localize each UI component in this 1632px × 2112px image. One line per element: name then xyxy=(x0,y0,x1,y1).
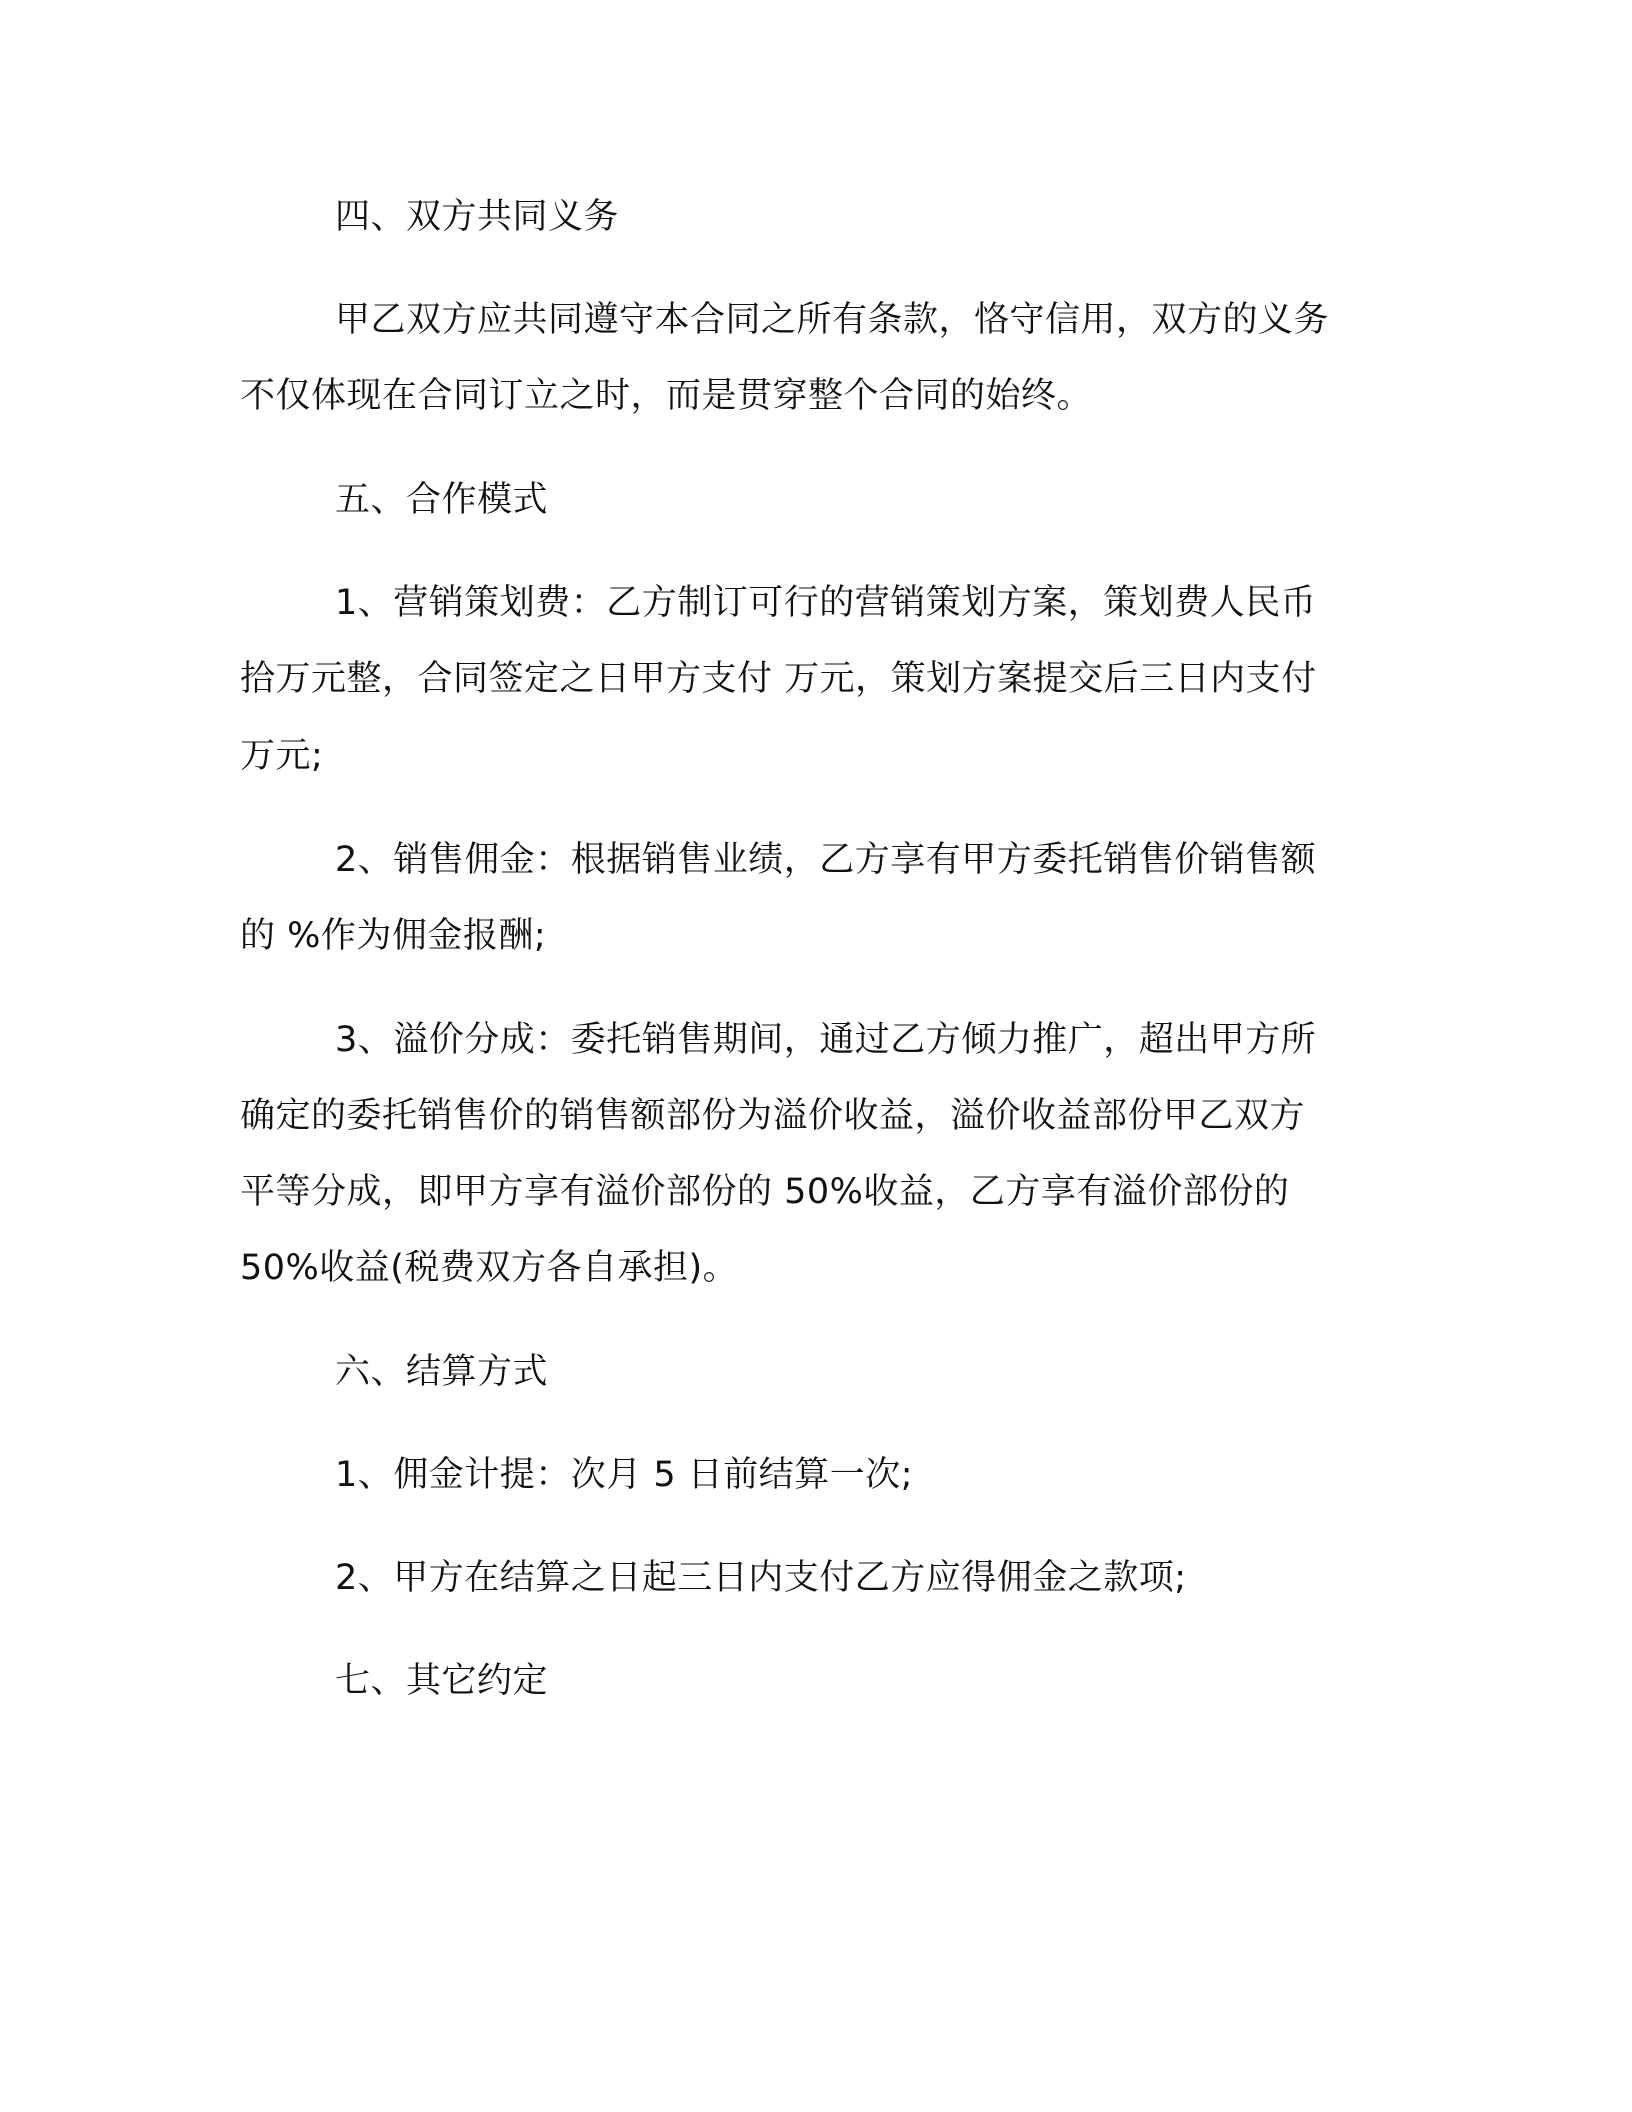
section-5-item-2-line-1: 2、销售佣金：根据销售业绩，乙方享有甲方委托销售价销售额 xyxy=(335,840,1317,880)
section-4-paragraph-line-1: 甲乙双方应共同遵守本合同之所有条款，恪守信用，双方的义务 xyxy=(335,300,1330,340)
section-4-paragraph-line-2: 不仅体现在合同订立之时，而是贯穿整个合同的始终。 xyxy=(240,376,1093,416)
section-5-item-3-line-2: 确定的委托销售价的销售额部份为溢价收益，溢价收益部份甲乙双方 xyxy=(240,1096,1306,1136)
section-5-item-1-line-3: 万元; xyxy=(240,736,324,776)
section-6-item-2: 2、甲方在结算之日起三日内支付乙方应得佣金之款项; xyxy=(335,1558,1187,1598)
section-5-heading: 五、合作模式 xyxy=(335,480,549,520)
section-5-item-3-line-4: 50%收益(税费双方各自承担)。 xyxy=(240,1248,739,1288)
section-5-item-3-line-1: 3、溢价分成：委托销售期间，通过乙方倾力推广，超出甲方所 xyxy=(335,1020,1317,1060)
section-5-item-1-line-2: 拾万元整，合同签定之日甲方支付 万元，策划方案提交后三日内支付 xyxy=(240,659,1317,699)
section-5-item-2-line-2: 的 %作为佣金报酬; xyxy=(240,916,547,956)
section-6-item-1: 1、佣金计提：次月 5 日前结算一次; xyxy=(335,1455,914,1495)
section-4-heading: 四、双方共同义务 xyxy=(335,197,620,237)
section-7-heading: 七、其它约定 xyxy=(335,1661,549,1701)
section-5-item-1-line-1: 1、营销策划费：乙方制订可行的营销策划方案，策划费人民币 xyxy=(335,583,1317,623)
section-6-heading: 六、结算方式 xyxy=(335,1352,549,1392)
section-5-item-3-line-3: 平等分成，即甲方享有溢价部份的 50%收益，乙方享有溢价部份的 xyxy=(240,1172,1290,1212)
